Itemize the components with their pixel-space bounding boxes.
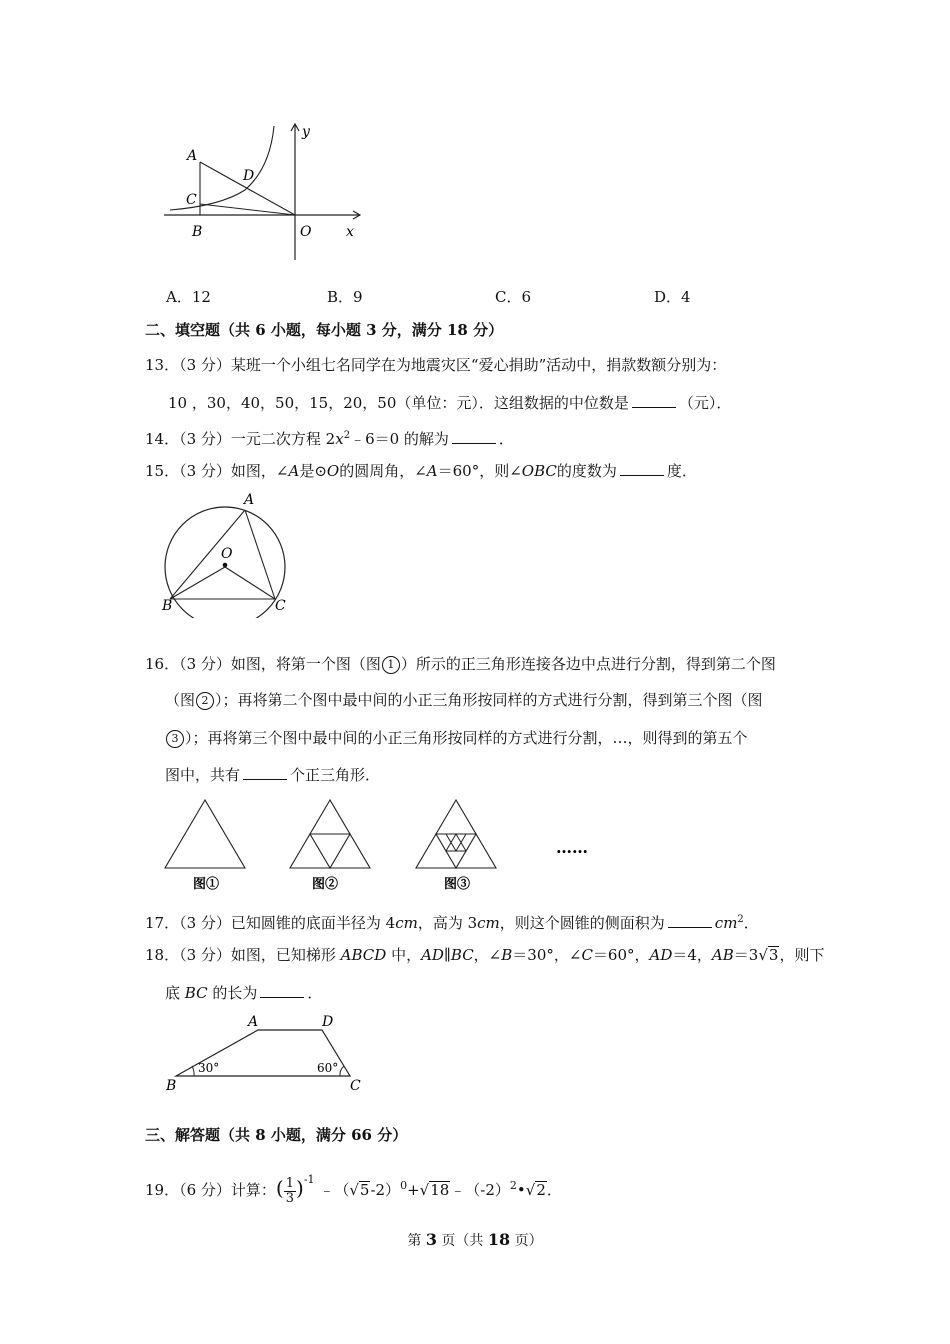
q18-blank (260, 983, 304, 998)
q16-line4: 图中，共有 个正三角形． (165, 766, 381, 784)
q13-blank (632, 393, 676, 408)
label-d: D (322, 1014, 334, 1030)
label-d: D (243, 168, 255, 184)
angle-30: 30° (198, 1061, 220, 1075)
q16-triangles-figure (160, 795, 610, 895)
q15-circle-figure (158, 488, 298, 618)
q13-line2: 10 ，30，40，50，15，20，50（单位：元）．这组数据的中位数是 （元）． (168, 394, 732, 412)
q17: 17．（3 分）已知圆锥的底面半径为 4cm，高为 3cm，则这个圆锥的侧面积为 $cm^2$． (145, 914, 759, 932)
label-a: A (187, 148, 198, 164)
label-c: C (186, 192, 197, 208)
ellipsis: …… (556, 838, 588, 857)
angle-60: 60° (317, 1061, 339, 1075)
q14-blank (452, 429, 496, 444)
q14: 14．（3 分）一元二次方程 $2x^2﹣6=0$ 的解为 ． (145, 430, 514, 448)
q16-line2: （图 2 ）；再将第二个图中最中间的小正三角形按同样的方式进行分割，得到第三个图（图 (165, 691, 763, 709)
q12-graph-figure (160, 118, 370, 263)
label-o: O (221, 546, 233, 562)
label-c: C (350, 1078, 361, 1094)
fig1-label: 图① (193, 877, 220, 892)
q12-option-d: D．4 (654, 288, 691, 306)
q16-line1: 16．（3 分）如图，将第一个图（图 1 ）所示的正三角形连接各边中点进行分割，得到第二个图 (145, 655, 776, 673)
label-o: O (300, 224, 312, 240)
q16-line3: 3 ）；再将第三个图中最中间的小正三角形按同样的方式进行分割，…，则得到的第五个 (165, 728, 748, 748)
q13-line1: 13．（3 分）某班一个小组七名同学在为地震灾区“爱心捐助”活动中，捐款数额分别为： (145, 356, 727, 374)
label-y: y (302, 124, 310, 140)
fig3-label: 图③ (444, 877, 471, 892)
q16-blank (243, 765, 287, 780)
label-b: B (166, 1078, 177, 1094)
q18-trapezoid-figure (160, 1008, 375, 1098)
label-c: C (275, 598, 286, 614)
section3-heading: 三、解答题（共 8 小题，满分 66 分） (145, 1126, 408, 1144)
label-x: x (346, 224, 354, 240)
q15-blank (620, 461, 664, 476)
label-b: B (162, 598, 173, 614)
q18-line1: 18．（3 分）如图，已知梯形 ABCD 中，AD∥BC，∠B＝30°，∠C＝60°，AD＝4，AB＝3√3，则下 (145, 946, 825, 964)
q17-blank (668, 913, 712, 928)
q12-option-c: C．6 (495, 288, 532, 306)
fig2-label: 图② (312, 877, 339, 892)
page-footer: 第 3 页（共 18 页） (407, 1230, 543, 1249)
q12-option-b: B．9 (327, 288, 363, 306)
q15: 15．（3 分）如图，∠A是⊙O的圆周角，∠A＝60°，则∠OBC的度数为 度． (145, 462, 697, 480)
label-a: A (248, 1014, 259, 1030)
label-a: A (244, 492, 255, 508)
section2-heading: 二、填空题（共 6 小题，每小题 3 分，满分 18 分） (145, 321, 504, 339)
label-b: B (192, 224, 203, 240)
q12-option-a: A．12 (166, 288, 211, 306)
q18-line2: 底 BC 的长为 ． (165, 984, 323, 1002)
q19: 19．（6 分）计算：( $\frac{1}{3}$ )$^{-1}$ $﹣(√5-2)^0+√18﹣(-2)^2•√2$． (145, 1173, 562, 1206)
